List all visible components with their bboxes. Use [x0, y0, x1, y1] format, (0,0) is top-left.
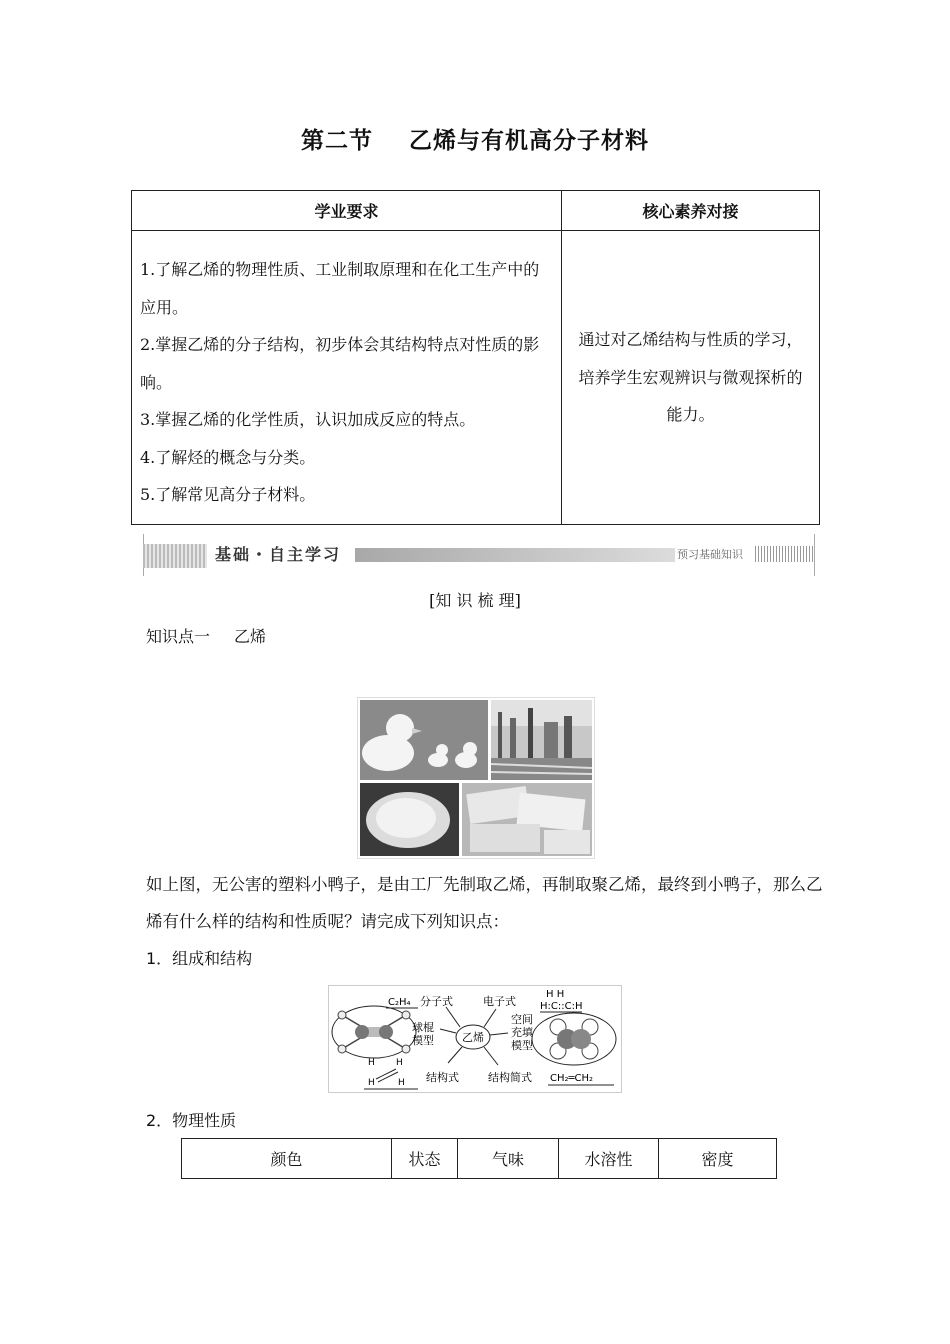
structural-h3: H — [368, 1078, 375, 1088]
col-density: 密度 — [659, 1139, 777, 1179]
requirement-item: 2.掌握乙烯的分子结构，初步体会其结构特点对性质的影响。 — [140, 335, 540, 392]
space-fill-label-3: 模型 — [511, 1039, 533, 1052]
requirement-item: 3.掌握乙烯的化学性质，认识加成反应的特点。 — [140, 410, 476, 429]
composition-structure-heading: 1．组成和结构 — [146, 949, 253, 968]
electron-formula-label: 电子式 — [483, 995, 516, 1008]
core-literacy-text: 通过对乙烯结构与性质的学习，培养学生宏观辨识与微观探析的能力。 — [562, 231, 820, 525]
space-fill-label-1: 空间 — [511, 1013, 533, 1026]
col-odor: 气味 — [458, 1139, 559, 1179]
knowledge-point-label: 知识点一 — [146, 627, 211, 646]
ethylene-photo-collage — [357, 697, 595, 859]
page-title — [0, 122, 950, 155]
requirement-item: 5.了解常见高分子材料。 — [140, 485, 316, 504]
structural-h2: H — [396, 1058, 403, 1068]
knowledge-outline-heading: [知 识 梳 理] — [429, 591, 521, 610]
physical-properties-table — [181, 1138, 777, 1179]
molecular-formula-label: 分子式 — [420, 995, 453, 1008]
physical-properties-heading: 2．物理性质 — [146, 1111, 237, 1130]
electron-formula-top: H H — [546, 989, 565, 1000]
requirements-list — [132, 231, 562, 525]
center-label: 乙烯 — [462, 1031, 484, 1044]
requirements-table — [131, 190, 820, 525]
molecular-formula: C₂H₄ — [388, 997, 411, 1008]
knowledge-point-topic: 乙烯 — [234, 627, 267, 646]
banner-label: 基础・自主学习 — [215, 545, 342, 564]
knowledge-point-heading — [146, 624, 266, 647]
requirement-item: 1.了解乙烯的物理性质、工业制取原理和在化工生产中的应用。 — [140, 260, 540, 317]
section-number: 第二节 — [301, 128, 373, 154]
structural-h4: H — [398, 1078, 405, 1088]
section-banner — [143, 534, 815, 576]
header-academic-requirements: 学业要求 — [132, 191, 562, 231]
header-core-literacy: 核心素养对接 — [562, 191, 820, 231]
requirement-item: 4.了解烃的概念与分类。 — [140, 447, 316, 467]
ethylene-structure-diagram — [328, 985, 622, 1093]
ball-stick-label-2: 模型 — [412, 1034, 434, 1047]
electron-formula: H:C::C:H — [540, 1001, 583, 1012]
ball-stick-label: 球棍 — [412, 1021, 434, 1034]
banner-sub-label: 预习基础知识 — [677, 548, 743, 561]
col-state: 状态 — [392, 1139, 458, 1179]
structural-h1: H — [368, 1058, 375, 1068]
col-solubility: 水溶性 — [559, 1139, 659, 1179]
structural-formula-label: 结构式 — [426, 1071, 459, 1084]
space-fill-label-2: 充填 — [511, 1026, 533, 1039]
section-title: 乙烯与有机高分子材料 — [409, 128, 649, 154]
simple-formula-label: 结构简式 — [488, 1071, 532, 1084]
col-color: 颜色 — [182, 1139, 392, 1179]
simple-formula: CH₂═CH₂ — [550, 1073, 594, 1084]
intro-paragraph: 如上图，无公害的塑料小鸭子，是由工厂先制取乙烯，再制取聚乙烯，最终到小鸭子，那么乙烯有什么样的结构和性质呢？请完成下列知识点： — [146, 875, 823, 931]
